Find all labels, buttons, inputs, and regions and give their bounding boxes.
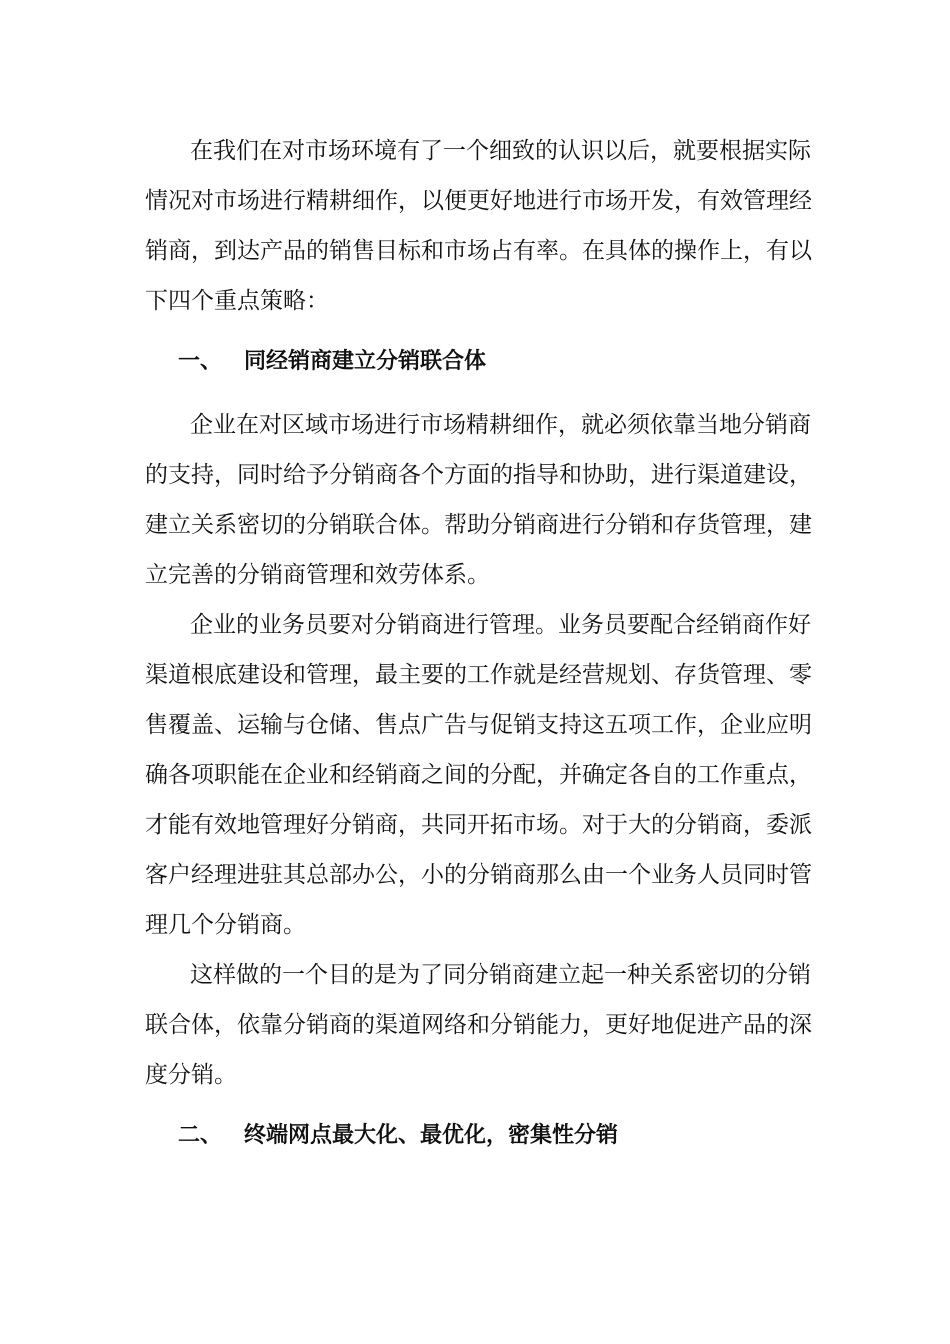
s1-p2-line-2: 渠道根底建设和管理，最主要的工作就是经营规划、存货管理、零	[145, 662, 812, 688]
s1-p1-line-3: 建立关系密切的分销联合体。帮助分销商进行分销和存货管理，建	[145, 512, 812, 538]
section-1-heading	[178, 347, 486, 377]
section-1-number: 一、	[178, 349, 223, 374]
intro-line-4: 下四个重点策略：	[145, 288, 329, 314]
s1-p2-line-5: 才能有效地管理好分销商，共同开拓市场。对于大的分销商，委派	[145, 812, 812, 838]
s1-p2-line-6: 客户经理进驻其总部办公，小的分销商那么由一个业务人员同时管	[145, 862, 812, 888]
s1-p2-line-4: 确各项职能在企业和经销商之间的分配，并确定各自的工作重点，	[145, 762, 812, 788]
s1-p3-line-3: 度分销。	[145, 1062, 237, 1088]
s1-p3-line-1: 这样做的一个目的是为了同分销商建立起一种关系密切的分销	[190, 962, 811, 988]
intro-line-1: 在我们在对市场环境有了一个细致的认识以后，就要根据实际	[190, 138, 811, 164]
section-2-title: 终端网点最大化、最优化，密集性分销	[244, 1123, 619, 1148]
s1-p2-line-1: 企业的业务员要对分销商进行管理。业务员要配合经销商作好	[190, 612, 811, 638]
intro-line-2: 情况对市场进行精耕细作，以便更好地进行市场开发，有效管理经	[145, 188, 812, 214]
s1-p1-line-4: 立完善的分销商管理和效劳体系。	[145, 562, 490, 588]
section-2-number: 二、	[178, 1123, 223, 1148]
section-2-heading	[178, 1121, 618, 1151]
s1-p1-line-2: 的支持，同时给予分销商各个方面的指导和协助，进行渠道建设，	[145, 462, 812, 488]
s1-p2-line-3: 售覆盖、运输与仓储、售点广告与促销支持这五项工作，企业应明	[145, 712, 812, 738]
section-1-title: 同经销商建立分销联合体	[244, 349, 487, 374]
intro-line-3: 销商，到达产品的销售目标和市场占有率。在具体的操作上，有以	[145, 238, 812, 264]
s1-p3-line-2: 联合体，依靠分销商的渠道网络和分销能力，更好地促进产品的深	[145, 1012, 812, 1038]
s1-p1-line-1: 企业在对区域市场进行市场精耕细作，就必须依靠当地分销商	[190, 412, 811, 438]
s1-p2-line-7: 理几个分销商。	[145, 912, 306, 938]
